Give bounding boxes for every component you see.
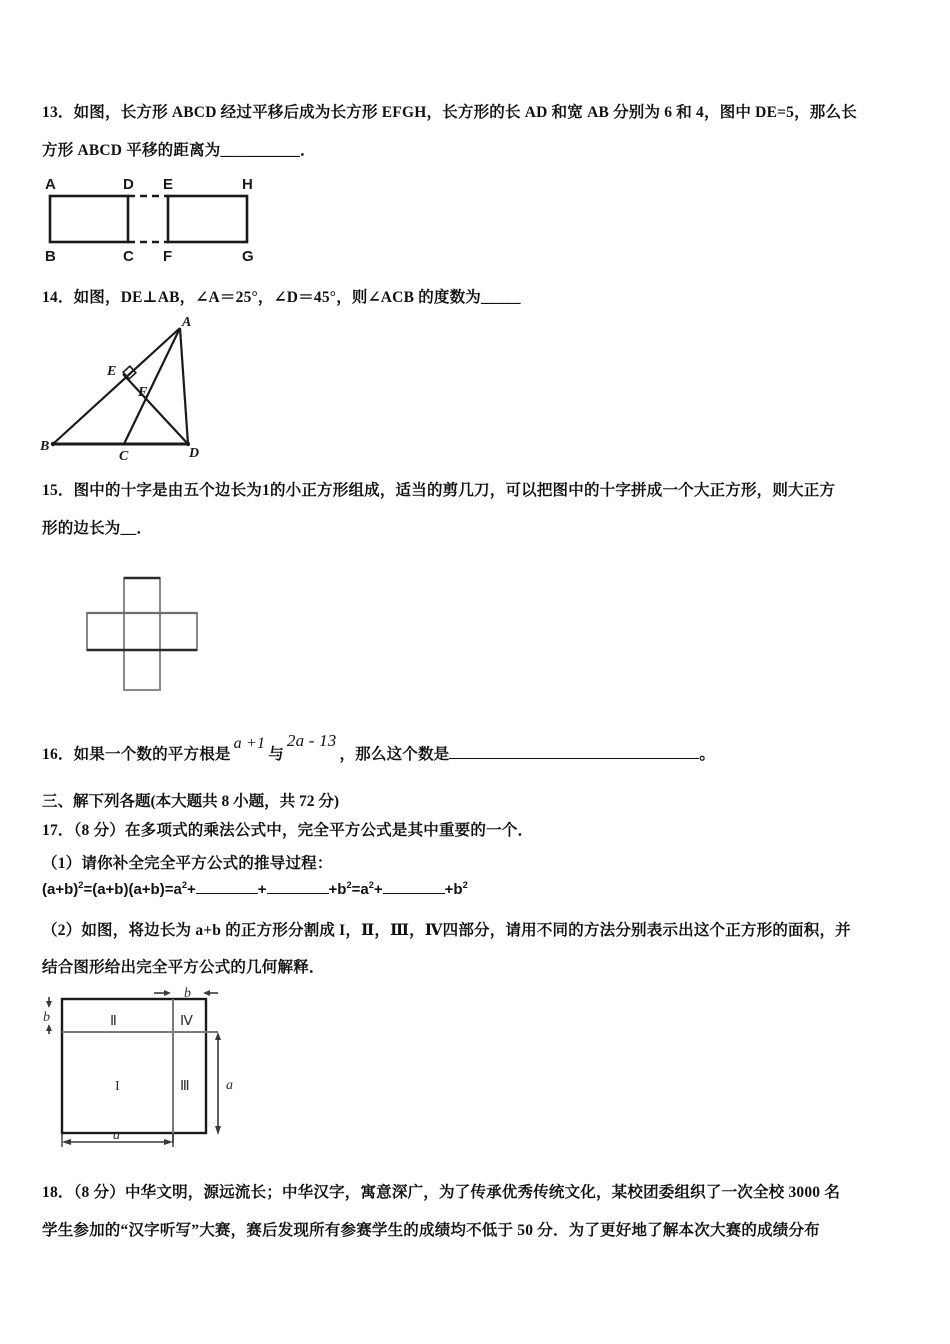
- question-18-line-2: 学生参加的“汉字听写”大赛，赛后发现所有参赛学生的成绩均不低于 50 分．为了更好地了解本次大赛的成绩分布: [42, 1222, 820, 1239]
- question-17-part1-label: （1）请你补全完全平方公式的推导过程：: [42, 855, 333, 872]
- question-14-line-1: 14．如图，DE⊥AB，∠A＝25°，∠D＝45°，则∠ACB 的度数为_____: [42, 289, 521, 306]
- formula-sup-5: 2: [462, 880, 468, 890]
- question-16-line: [42, 731, 716, 764]
- segment-ad: [180, 328, 188, 444]
- dim-label-b-top: b: [184, 986, 191, 1001]
- square-partition-figure: [38, 985, 258, 1150]
- cross-horizontal-bar: [87, 613, 197, 650]
- formula-plus-1: +: [186, 881, 196, 898]
- question-16-expression-2: 2a - 13: [286, 731, 337, 750]
- vertex-b-dot: [51, 442, 55, 446]
- formula-part-4: =a: [351, 881, 369, 898]
- dim-label-b-left: b: [43, 1010, 50, 1025]
- dim-b-left-arrowhead-up: [46, 1024, 52, 1031]
- formula-blank-1[interactable]: [196, 880, 258, 894]
- region-label-ii: Ⅱ: [110, 1014, 117, 1029]
- region-label-iv: Ⅳ: [180, 1014, 193, 1029]
- formula-blank-3[interactable]: [383, 880, 445, 894]
- question-17-part2-line-2: 结合图形给出完全平方公式的几何解释．: [42, 959, 325, 976]
- figure-label-c: C: [123, 248, 134, 265]
- question-17-part2-line-1: （2）如图，将边长为 a+b 的正方形分割成 I，Ⅱ，Ⅲ，Ⅳ四部分，请用不同的方法分别表示出这个正方形的面积，并: [42, 922, 851, 939]
- dim-a-bottom-arrowhead-left: [62, 1139, 71, 1145]
- figure-label-e: E: [163, 176, 174, 193]
- segment-ba: [53, 328, 180, 444]
- rectangle-abcd: [50, 196, 128, 242]
- figure-label-d: D: [189, 446, 200, 461]
- formula-part-3: +b: [328, 881, 347, 898]
- question-17-formula: [42, 880, 468, 898]
- figure-label-h: H: [242, 176, 253, 193]
- figure-label-d: D: [123, 176, 134, 193]
- cross-vertical-bar: [124, 578, 160, 690]
- question-13-line-1: 13．如图，长方形 ABCD 经过平移后成为长方形 EFGH，长方形的长 AD 和宽 AB 分别为 6 和 4，图中 DE=5，那么长: [42, 104, 857, 121]
- dim-a-right-arrowhead-up: [215, 1032, 221, 1040]
- question-15-line-1: 15．图中的十字是由五个边长为1的小正方形组成，适当的剪几刀，可以把图中的十字拼成一个大正方形，则大正方: [42, 482, 836, 499]
- question-13-line-2: 方形 ABCD 平移的距离为__________．: [42, 142, 316, 159]
- figure-label-a: A: [45, 176, 56, 193]
- dim-b-top-arrowhead-left: [203, 990, 210, 996]
- question-15-line-2: 形的边长为__．: [42, 520, 153, 537]
- translated-rectangles-figure: [40, 172, 280, 264]
- question-16-suffix: ，那么这个数是: [339, 746, 450, 763]
- formula-blank-2[interactable]: [267, 880, 329, 894]
- figure-label-c: C: [119, 449, 129, 464]
- formula-sup-2: 2: [181, 880, 187, 890]
- formula-plus-2: +: [257, 881, 267, 898]
- formula-part-2: =(a+b)(a+b)=a: [83, 881, 182, 898]
- dim-b-left-arrowhead-down: [46, 1001, 52, 1008]
- question-18-line-1: 18．（8 分）中华文明，源远流长；中华汉字，寓意深广，为了传承优秀传统文化，某校团委组织了一次全校 3000 名: [42, 1184, 841, 1201]
- formula-part-1: (a+b): [42, 881, 79, 898]
- question-16-middle: 与: [268, 746, 284, 763]
- triangle-perpendicular-figure: [40, 315, 250, 464]
- dim-a-right-arrowhead-down: [215, 1126, 221, 1135]
- region-label-i: I: [115, 1079, 120, 1094]
- segment-de: [123, 374, 188, 444]
- question-17-intro: 17．（8 分）在多项式的乘法公式中，完全平方公式是其中重要的一个．: [42, 822, 534, 839]
- region-label-iii: Ⅲ: [180, 1079, 190, 1094]
- formula-sup-4: 2: [368, 880, 374, 890]
- formula-plus-3: +: [373, 881, 383, 898]
- question-16-prefix: 16．如果一个数的平方根是: [42, 746, 231, 763]
- figure-label-f: F: [138, 385, 148, 400]
- figure-label-f: F: [163, 248, 173, 265]
- dim-b-top-arrowhead-right: [164, 990, 171, 996]
- formula-sup-1: 2: [78, 880, 84, 890]
- formula-part-5: +b: [444, 881, 463, 898]
- formula-sup-3: 2: [346, 880, 352, 890]
- dim-label-a-right: a: [226, 1078, 233, 1093]
- figure-label-b: B: [45, 248, 56, 265]
- cross-of-five-squares-figure: [82, 572, 202, 697]
- figure-label-b: B: [40, 439, 50, 454]
- question-16-answer-blank[interactable]: [449, 743, 699, 759]
- question-16-ending: 。: [699, 746, 716, 763]
- figure-label-a: A: [182, 315, 192, 330]
- figure-label-e: E: [107, 364, 117, 379]
- rectangle-efgh: [168, 196, 247, 242]
- dim-label-a-bottom: a: [113, 1128, 120, 1143]
- figure-label-g: G: [242, 248, 254, 265]
- dim-a-bottom-arrowhead-right: [164, 1139, 173, 1145]
- section-heading: 三、解下列各题(本大题共 8 小题，共 72 分): [42, 793, 340, 810]
- question-16-expression-1: a +1: [233, 735, 266, 752]
